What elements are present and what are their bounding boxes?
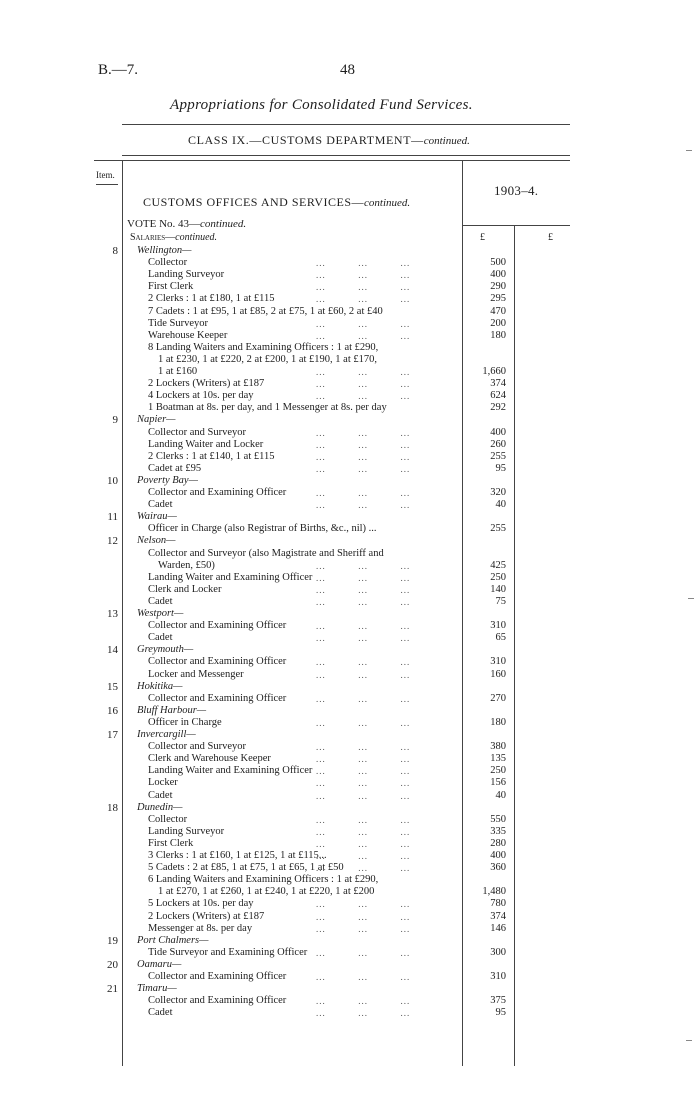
leader-dots: ... ... ... — [316, 621, 411, 632]
table-row — [0, 596, 700, 608]
table-row — [0, 983, 700, 995]
amount-cell: 425 — [490, 559, 506, 571]
office-heading: Invercargill— — [137, 729, 196, 740]
table-row — [0, 656, 700, 668]
table-row — [0, 293, 700, 305]
row-description: Collector and Examining Officer — [148, 971, 287, 982]
amount-cell: 400 — [490, 426, 506, 438]
leader-dots: ... ... ... — [316, 270, 411, 281]
table-row — [0, 971, 700, 983]
leader-dots: ... ... ... — [316, 972, 411, 982]
table-row — [0, 330, 700, 342]
leader-dots: ... ... ... — [316, 826, 411, 837]
item-number: 15 — [107, 680, 118, 693]
leader-dots: ... ... ... — [316, 742, 411, 753]
amount-cell: 310 — [490, 656, 506, 668]
row-description: Landing Waiter and Examining Officer — [148, 571, 313, 583]
table-row — [0, 390, 700, 402]
item-number: 10 — [107, 474, 118, 487]
table-row — [0, 838, 700, 850]
table-row — [0, 584, 700, 596]
table-row — [0, 269, 700, 281]
table-row — [0, 765, 700, 777]
row-description: Locker and Messenger — [148, 668, 244, 680]
vote-heading — [127, 218, 246, 230]
row-description: 5 Lockers at 10s. per day — [148, 898, 254, 910]
table-row — [0, 342, 700, 354]
office-heading: Dunedin— — [137, 801, 183, 813]
leader-dots: ... ... ... — [316, 669, 411, 680]
table-row — [0, 475, 700, 487]
table-row — [0, 499, 700, 511]
table-row — [0, 790, 700, 802]
leader-dots: ... ... ... — [316, 947, 411, 958]
amount-cell: 75 — [495, 595, 506, 607]
leader-dots: ... ... ... — [316, 754, 411, 765]
leader-dots: ... ... ... — [316, 584, 411, 595]
row-description: First Clerk — [148, 837, 194, 849]
leader-dots: ... ... ... — [316, 996, 411, 1007]
amount-cell: 780 — [490, 898, 506, 910]
table-row — [0, 886, 700, 898]
office-heading: Wellington— — [137, 245, 192, 256]
amount-cell: 65 — [495, 632, 506, 644]
table-row — [0, 947, 700, 959]
item-number: 14 — [107, 644, 118, 657]
leader-dots: ... ... ... — [316, 657, 411, 668]
office-heading: Wairau— — [137, 511, 177, 523]
table-row — [0, 717, 700, 729]
amount-cell: 180 — [490, 716, 506, 728]
leader-dots: ... ... ... — [316, 318, 411, 329]
amount-cell: 146 — [490, 922, 506, 934]
class-heading — [188, 133, 470, 148]
amount-cell: 375 — [490, 995, 506, 1007]
leader-dots: ... ... ... — [316, 766, 411, 777]
row-description: Cadet — [148, 1007, 173, 1019]
table-row — [0, 862, 700, 874]
row-description: 4 Lockers at 10s. per day — [148, 390, 254, 402]
leader-dots: ... ... ... — [316, 814, 411, 825]
leader-dots: ... ... ... — [316, 379, 411, 390]
row-description: Warden, £50) — [158, 559, 215, 571]
leader-dots: ... ... ... — [316, 463, 411, 474]
amount-cell: 400 — [490, 850, 506, 861]
leader-dots: ... ... ... — [316, 500, 411, 511]
leader-dots: ... ... ... — [316, 778, 411, 789]
office-heading: Hokitika— — [137, 680, 183, 692]
table-row — [0, 257, 700, 269]
class-heading-main: CLASS IX.—CUSTOMS DEPARTMENT— — [188, 133, 424, 147]
leader-dots: ... ... ... — [316, 923, 411, 934]
rule-under-class — [122, 155, 570, 156]
currency-header-1: £ — [480, 232, 485, 243]
item-number: 13 — [107, 608, 118, 620]
amount-cell: 140 — [490, 583, 506, 595]
row-description: Collector and Examining Officer — [148, 487, 287, 498]
row-description: 6 Landing Waiters and Examining Officers : 1 at £290, — [148, 874, 379, 886]
item-number: 9 — [112, 414, 118, 427]
item-column-header: Item. — [96, 170, 115, 180]
table-row — [0, 572, 700, 584]
row-description: Officer in Charge — [148, 716, 222, 728]
amount-cell: 135 — [490, 753, 506, 765]
amount-cell: 260 — [490, 438, 506, 450]
row-description: Cadet — [148, 632, 173, 644]
table-row — [0, 681, 700, 693]
table-row — [0, 487, 700, 499]
row-description: Collector and Surveyor — [148, 741, 246, 753]
leader-dots: ... ... ... — [316, 330, 411, 341]
row-description: 7 Cadets : 1 at £95, 1 at £85, 2 at £75, 1 at £60, 2 at £40 — [148, 305, 383, 317]
leader-dots: ... ... ... — [316, 863, 411, 874]
row-description: Collector and Examining Officer — [148, 620, 287, 632]
row-description: Clerk and Warehouse Keeper — [148, 753, 271, 765]
table-row — [0, 548, 700, 560]
office-heading: Poverty Bay— — [137, 474, 198, 486]
amount-cell: 255 — [490, 523, 506, 535]
table-row — [0, 802, 700, 814]
leader-dots: ... ... ... — [316, 899, 411, 910]
section-title — [143, 195, 410, 210]
row-description: Officer in Charge (also Registrar of Births, &c., nil) ... — [148, 523, 377, 535]
table-row — [0, 318, 700, 330]
table-row — [0, 753, 700, 765]
leader-dots: ... ... ... — [316, 439, 411, 450]
row-description: 8 Landing Waiters and Examining Officers : 1 at £290, — [148, 341, 379, 353]
leader-dots: ... ... ... — [316, 391, 411, 402]
leader-dots: ... ... ... — [316, 838, 411, 849]
item-header-rule — [96, 184, 118, 185]
table-row — [0, 911, 700, 923]
leader-dots: ... ... ... — [316, 572, 411, 583]
row-description: 2 Clerks : 1 at £180, 1 at £115 — [148, 293, 275, 305]
row-description: Collector and Surveyor — [148, 426, 246, 438]
table-row — [0, 378, 700, 390]
leader-dots: ... ... ... — [316, 367, 411, 377]
amount-cell: 300 — [490, 946, 506, 958]
table-row — [0, 959, 700, 971]
salaries-cont: continued. — [175, 232, 218, 243]
margin-mark — [688, 598, 694, 599]
item-number: 17 — [107, 729, 118, 741]
table-row — [0, 693, 700, 705]
leader-dots: ... ... ... — [316, 427, 411, 438]
table-row — [0, 620, 700, 632]
leader-dots: ... ... ... — [316, 693, 411, 704]
table-row — [0, 535, 700, 547]
office-heading: Greymouth— — [137, 644, 194, 656]
leader-dots: ... ... ... — [316, 258, 411, 269]
table-row — [0, 741, 700, 753]
row-description: Landing Surveyor — [148, 269, 225, 281]
leader-dots: ... ... ... — [316, 633, 411, 644]
row-description: Collector — [148, 257, 188, 269]
row-description: Cadet — [148, 595, 173, 607]
leader-dots: ... ... ... — [316, 294, 411, 305]
row-description: Collector and Surveyor (also Magistrate and Sheriff and — [148, 547, 384, 559]
table-row — [0, 463, 700, 475]
row-description: Tide Surveyor — [148, 317, 208, 329]
row-description: Landing Waiter and Locker — [148, 438, 264, 450]
page-title: Appropriations for Consolidated Fund Services. — [170, 97, 473, 113]
table-row — [0, 814, 700, 826]
row-description: Messenger at 8s. per day — [148, 922, 253, 934]
leader-dots: ... ... ... — [316, 596, 411, 607]
amount-cell: 250 — [490, 765, 506, 777]
table-row — [0, 632, 700, 644]
table-row — [0, 777, 700, 789]
amount-cell: 335 — [490, 825, 506, 837]
row-description: First Clerk — [148, 281, 194, 293]
row-description: Cadet — [148, 789, 173, 801]
table-row — [0, 281, 700, 293]
year-rule — [462, 225, 570, 226]
table-row — [0, 306, 700, 318]
row-description: 1 at £270, 1 at £260, 1 at £240, 1 at £220, 1 at £200 — [158, 886, 375, 898]
amount-cell: 550 — [490, 813, 506, 825]
fiscal-year: 1903–4. — [494, 183, 539, 198]
leader-dots: ... ... ... — [316, 851, 411, 861]
table-row — [0, 402, 700, 414]
page-number: 48 — [340, 62, 355, 78]
item-number: 20 — [107, 958, 118, 971]
margin-mark — [686, 1040, 692, 1041]
amount-cell: 40 — [495, 499, 506, 511]
table-row — [0, 511, 700, 523]
amount-cell: 156 — [490, 777, 506, 789]
table-row — [0, 826, 700, 838]
office-heading: Port Chalmers— — [137, 934, 209, 946]
amount-cell: 374 — [490, 910, 506, 922]
amount-cell: 470 — [490, 305, 506, 317]
amount-cell: 374 — [490, 378, 506, 390]
item-number: 19 — [107, 934, 118, 947]
amount-cell: 95 — [495, 462, 506, 474]
table-row — [0, 669, 700, 681]
row-description: Landing Surveyor — [148, 825, 225, 837]
office-heading: Westport— — [137, 608, 184, 619]
leader-dots: ... ... ... — [316, 1008, 411, 1019]
table-row — [0, 923, 700, 935]
amount-cell: 280 — [490, 837, 506, 849]
item-number: 18 — [107, 801, 118, 814]
row-description: Cadet at £95 — [148, 462, 202, 474]
table-row — [0, 414, 700, 426]
amount-cell: 95 — [495, 1007, 506, 1019]
amount-cell: 360 — [490, 862, 506, 874]
rule-top — [122, 124, 570, 125]
vote-cont: continued. — [200, 218, 247, 230]
amount-cell: 180 — [490, 329, 506, 341]
row-description: Tide Surveyor and Examining Officer — [148, 946, 308, 958]
item-number: 12 — [107, 535, 118, 548]
row-description: Landing Waiter and Examining Officer — [148, 765, 313, 777]
table-row — [0, 560, 700, 572]
amount-cell: 292 — [490, 402, 506, 414]
office-heading: Nelson— — [137, 535, 176, 547]
amount-cell: 1,480 — [482, 886, 506, 898]
table-row — [0, 850, 700, 862]
row-description: 1 Boatman at 8s. per day, and 1 Messenger at 8s. per day — [148, 402, 387, 414]
table-row — [0, 245, 700, 257]
item-number: 8 — [112, 245, 118, 257]
amount-cell: 624 — [490, 390, 506, 402]
row-description: Warehouse Keeper — [148, 329, 228, 341]
amount-cell: 400 — [490, 269, 506, 281]
salaries-label: Salaries— — [130, 232, 176, 243]
leader-dots: ... ... ... — [316, 282, 411, 293]
leader-dots: ... ... ... — [316, 451, 411, 462]
table-row — [0, 705, 700, 717]
margin-mark — [686, 150, 692, 151]
row-description: Clerk and Locker — [148, 583, 222, 595]
vote-label: VOTE No. 43— — [127, 218, 201, 230]
amount-cell: 310 — [490, 620, 506, 632]
row-description: Collector and Examining Officer — [148, 692, 287, 704]
section-title-cont: continued. — [364, 197, 411, 209]
row-description: Locker — [148, 777, 178, 789]
row-description: Cadet — [148, 499, 173, 511]
item-number: 11 — [107, 511, 118, 524]
row-description: 1 at £160 — [158, 366, 198, 377]
office-heading: Napier— — [137, 414, 176, 426]
table-row — [0, 729, 700, 741]
amount-cell: 200 — [490, 317, 506, 329]
amount-cell: 1,660 — [482, 366, 506, 377]
row-description: 1 at £230, 1 at £220, 2 at £200, 1 at £190, 1 at £170, — [158, 353, 378, 365]
leader-dots: ... ... ... — [316, 911, 411, 922]
office-heading: Oamaru— — [137, 958, 182, 970]
office-heading: Bluff Harbour— — [137, 704, 207, 716]
row-description: 2 Lockers (Writers) at £187 — [148, 910, 265, 922]
office-heading: Timaru— — [137, 983, 177, 995]
amount-cell: 500 — [490, 257, 506, 269]
row-description: 2 Lockers (Writers) at £187 — [148, 378, 265, 390]
table-row — [0, 898, 700, 910]
table-row — [0, 935, 700, 947]
document-code: B.—7. — [98, 62, 139, 78]
row-description: Collector and Examining Officer — [148, 656, 287, 668]
leader-dots: ... ... ... — [316, 560, 411, 571]
amount-cell: 320 — [490, 487, 506, 498]
table-row — [0, 608, 700, 620]
item-number: 16 — [107, 704, 118, 717]
amount-cell: 310 — [490, 971, 506, 982]
table-row — [0, 523, 700, 535]
table-row — [0, 451, 700, 463]
amount-cell: 380 — [490, 741, 506, 753]
leader-dots: ... ... ... — [316, 717, 411, 728]
amount-cell: 295 — [490, 293, 506, 305]
table-row — [0, 366, 700, 378]
currency-header-2: £ — [548, 232, 553, 243]
leader-dots: ... ... ... — [316, 488, 411, 498]
amount-cell: 160 — [490, 668, 506, 680]
amount-cell: 290 — [490, 281, 506, 293]
table-row — [0, 427, 700, 439]
item-number: 21 — [107, 983, 118, 996]
row-description: 3 Clerks : 1 at £160, 1 at £125, 1 at £115... — [148, 850, 327, 861]
amount-cell: 40 — [495, 789, 506, 801]
amount-cell: 255 — [490, 450, 506, 462]
section-title-main: CUSTOMS OFFICES AND SERVICES— — [143, 195, 365, 209]
amount-cell: 250 — [490, 571, 506, 583]
table-row — [0, 995, 700, 1007]
row-description: 2 Clerks : 1 at £140, 1 at £115 — [148, 450, 275, 462]
rule-table-top — [94, 160, 570, 161]
amount-cell: 270 — [490, 692, 506, 704]
class-heading-cont: continued. — [423, 135, 470, 147]
table-row — [0, 874, 700, 886]
row-description: Collector — [148, 813, 188, 825]
row-description: 5 Cadets : 2 at £85, 1 at £75, 1 at £65, 1 at £50 — [148, 862, 344, 874]
row-description: Collector and Examining Officer — [148, 995, 287, 1007]
table-row — [0, 439, 700, 451]
salaries-heading — [130, 232, 217, 243]
table-row — [0, 1007, 700, 1019]
table-row — [0, 644, 700, 656]
leader-dots: ... ... ... — [316, 790, 411, 801]
table-row — [0, 354, 700, 366]
